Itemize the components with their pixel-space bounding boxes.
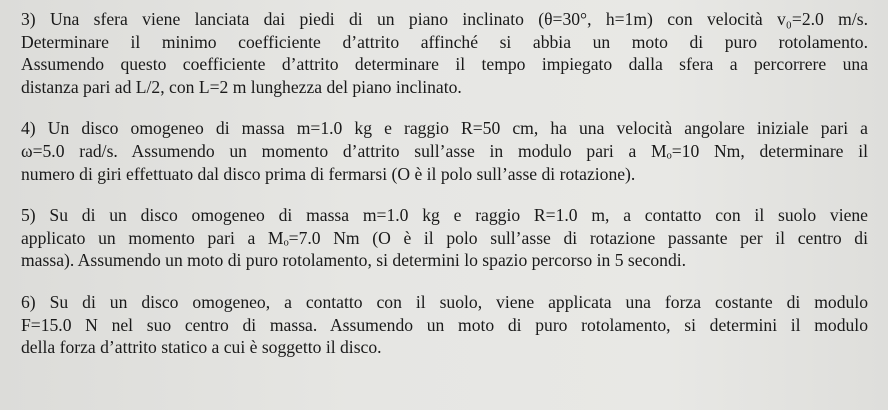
text-line: Assumendo questo coefficiente d’attrito determinare il tempo impiegato dalla sfera a percorrere una (21, 54, 868, 75)
text-line: ω=5.0 rad/s. Assumendo un momento d’attrito sull’asse in modulo pari a Mₒ=10 Nm, determinare il (21, 140, 868, 161)
text-line: 6) Su di un disco omogeneo, a contatto con il suolo, viene applicata una forza costante di modulo (21, 291, 868, 312)
text-line: applicato un momento pari a Mₒ=7.0 Nm (O è il polo sull’asse di rotazione passante per il centro di (21, 227, 868, 248)
problem-5 (21, 204, 868, 272)
text-line: 4) Un disco omogeneo di massa m=1.0 kg e raggio R=50 cm, ha una velocità angolare iniziale pari a (21, 118, 868, 139)
text-line: 5) Su di un disco omogeneo di massa m=1.0 kg e raggio R=1.0 m, a contatto con il suolo viene (21, 205, 868, 226)
text-line: numero di giri effettuato dal disco prima di fermarsi (O è il polo sull’asse di rotazione). (21, 163, 636, 184)
problem-3 (21, 8, 868, 98)
text-line: Determinare il minimo coefficiente d’attrito affinché si abbia un moto di puro rotolamento. (21, 31, 868, 52)
problem-6 (21, 291, 868, 359)
problem-4 (21, 117, 868, 185)
text-line: della forza d’attrito statico a cui è soggetto il disco. (21, 337, 382, 358)
text-line: F=15.0 N nel suo centro di massa. Assumendo un moto di puro rotolamento, si determini il modulo (21, 314, 868, 335)
text-line: massa). Assumendo un moto di puro rotolamento, si determini lo spazio percorso in 5 secondi. (21, 250, 687, 271)
text-line: distanza pari ad L/2, con L=2 m lunghezza del piano inclinato. (21, 76, 462, 97)
text-line: 3) Una sfera viene lanciata dai piedi di un piano inclinato (θ=30°, h=1m) con velocità v₀=2.0 m/s. (21, 9, 868, 29)
